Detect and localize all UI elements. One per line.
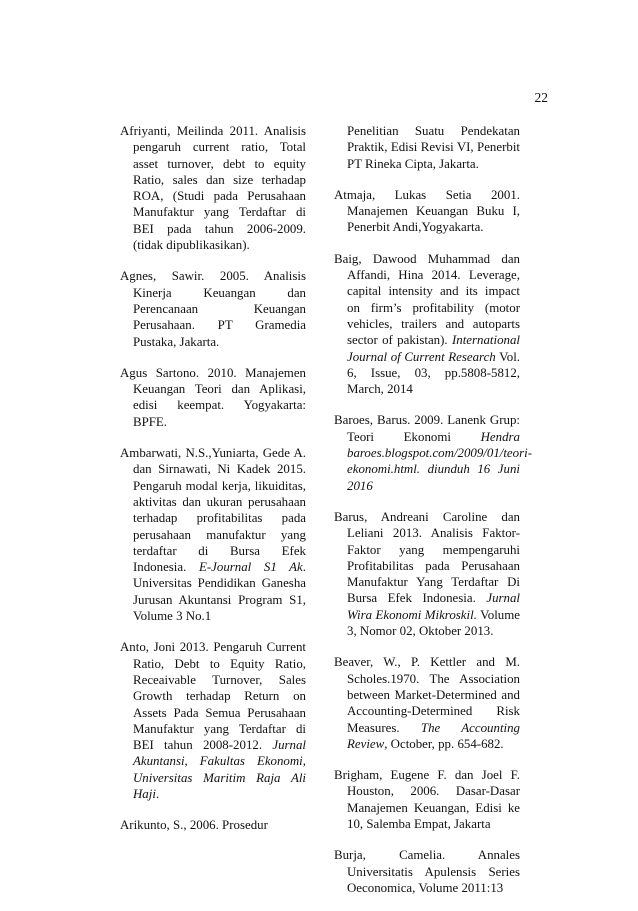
reference-italic-text: E-Journal S1 Ak — [198, 560, 303, 575]
page-number: 22 — [534, 90, 548, 105]
reference-text: Brigham, Eugene F. dan Joel F. Houston, 2006. Dasar-Dasar Manajemen Keuangan, Edisi ke 10, Salemba Empat, Jakarta — [334, 768, 520, 831]
reference-entry — [120, 365, 306, 430]
reference-text: , October, pp. 654-682. — [384, 736, 504, 751]
reference-entry-continued — [334, 123, 520, 172]
reference-entry — [334, 847, 520, 896]
reference-italic-text: Jurnal Akuntansi, Fakultas Ekonomi, Universitas Maritim Raja Ali Haji — [133, 738, 306, 801]
reference-text: Baig, Dawood Muhammad dan Affandi, Hina 2014. Leverage, capital intensity and its impact on firm’s profitability (motor vehicles, trailers and autoparts sector of pakistan). — [334, 251, 520, 348]
reference-entry — [120, 268, 306, 349]
reference-italic-text: The Accounting Review — [347, 720, 520, 751]
reference-entry — [334, 412, 532, 493]
reference-italic-text: Hendra baroes.blogspot.com/2009/01/teori-ekonomi.html. diunduh 16 Juni 2016 — [347, 429, 532, 493]
reference-text: Burja, Camelia. Annales Universitatis Apulensis Series Oeconomica, Volume 2011:13 — [334, 848, 520, 895]
reference-entry — [334, 509, 520, 639]
reference-text: Ambarwati, N.S.,Yuniarta, Gede A. dan Sirnawati, Ni Kadek 2015. Pengaruh modal kerja, likuiditas, aktivitas dan ukuran perusahaan terhadap profitabilitas pada perusahaan manufaktur yang terdaftar di Bursa Efek Indonesia. — [120, 446, 306, 575]
reference-text: Arikunto, S., 2006. Prosedur — [120, 818, 268, 833]
reference-text: . Universitas Pendidikan Ganesha Jurusan Akuntansi Program S1, Volume 3 No.1 — [133, 560, 307, 624]
reference-text: . — [155, 786, 160, 801]
reference-column-left — [120, 123, 306, 849]
reference-entry — [334, 187, 520, 236]
reference-italic-text: Jurnal Wira Ekonomi Mikroskil. — [347, 591, 520, 622]
reference-text: Penelitian Suatu Pendekatan Praktik, Edisi Revisi VI, Penerbit PT Rineka Cipta, Jakarta. — [347, 124, 520, 171]
reference-entry — [120, 639, 306, 802]
reference-column-right — [334, 123, 532, 911]
reference-text: Beaver, W., P. Kettler and M. Scholes.1970. The Association between Market-Determined and Accounting-Determined Risk Measures. — [334, 655, 520, 735]
reference-entry — [334, 767, 520, 832]
reference-entry — [120, 817, 306, 833]
reference-text: Baroes, Barus. 2009. Lanenk Grup: Teori Ekonomi — [334, 413, 520, 444]
reference-italic-text: International Journal of Current Research — [347, 333, 520, 364]
reference-text: Afriyanti, Meilinda 2011. Analisis pengaruh current ratio, Total asset turnover, debt to equity Ratio, sales dan size terhadap ROA, (Studi pada Perusahaan Manufaktur yang Terdaftar di BEI pada tahun 2006-2009. (tidak dipublikasikan). — [120, 124, 306, 253]
reference-text: Anto, Joni 2013. Pengaruh Current Ratio, Debt to Equity Ratio, Receaivable Turnover, Sales Growth terhadap Return on Assets Pada Semua Perusahaan Manufaktur yang Terdaftar di BEI tahun 2008-2012. — [120, 640, 306, 753]
reference-entry — [334, 251, 520, 398]
reference-entry — [120, 123, 306, 253]
reference-text: Agnes, Sawir. 2005. Analisis Kinerja Keuangan dan Perencanaan Keuangan Perusahaan. PT Gramedia Pustaka, Jakarta. — [120, 269, 306, 349]
reference-text: Barus, Andreani Caroline dan Leliani 2013. Analisis Faktor-Faktor yang mempengaruhi Profitabilitas pada Perusahaan Manufaktur Yang Terdaftar Di Bursa Efek Indonesia. — [334, 509, 520, 606]
reference-text: Agus Sartono. 2010. Manajemen Keuangan Teori dan Aplikasi, edisi keempat. Yogyakarta: BPFE. — [120, 365, 306, 429]
reference-text: Vol. 6, Issue, 03, pp.5808-5812, March, 2014 — [347, 349, 521, 397]
reference-entry — [120, 445, 306, 624]
reference-text: Atmaja, Lukas Setia 2001. Manajemen Keuangan Buku I, Penerbit Andi,Yogyakarta. — [334, 187, 520, 235]
reference-text: Volume 3, Nomor 02, Oktober 2013. — [347, 607, 520, 639]
reference-entry — [334, 654, 520, 752]
